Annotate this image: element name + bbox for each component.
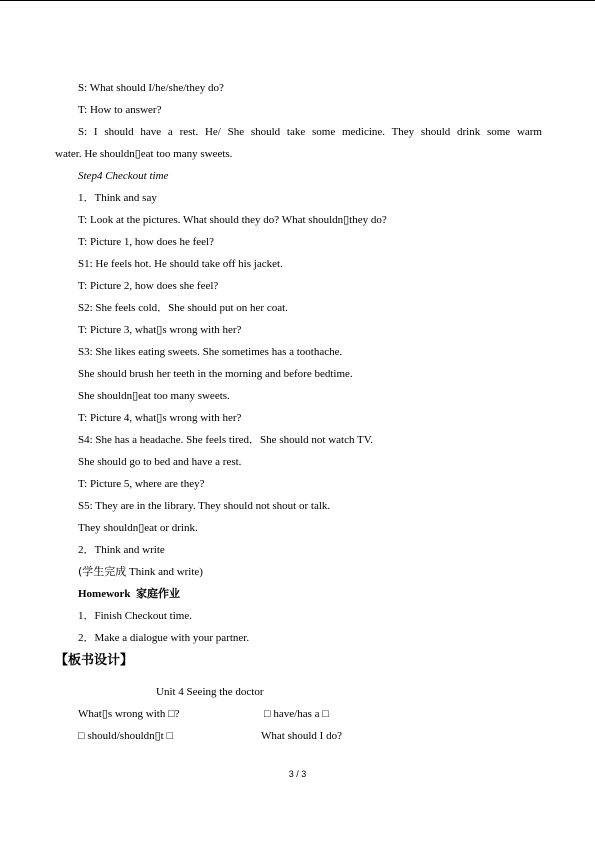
board-left-1: What▯s wrong with □? <box>78 708 180 720</box>
text-line: She should go to bed and have a rest. <box>78 456 242 468</box>
text-line: T: Picture 1, how does he feel? <box>78 236 214 248</box>
text-line: S: What should I/he/she/they do? <box>78 82 224 94</box>
text-line: S2: She feels cold．She should put on her coat. <box>78 302 288 314</box>
text-line: S4: She has a headache. She feels tired．She should not watch TV. <box>78 434 374 446</box>
board-right-1: □ have/has a □ <box>264 708 329 720</box>
text-line: T: Picture 4, what▯s wrong with her? <box>78 412 242 424</box>
homework-cn: 家庭作业 <box>136 587 181 600</box>
text-line: T: Picture 3, what▯s wrong with her? <box>78 324 242 336</box>
text-line: S: I should have a rest. He/ She should take some medicine. They should drink some warm <box>78 126 542 138</box>
board-left-2: □ should/shouldn▯t □ <box>78 730 174 742</box>
text-line: 1．Finish Checkout time. <box>78 610 192 622</box>
text-line <box>78 565 203 579</box>
text-line: T: Picture 5, where are they? <box>78 478 205 490</box>
text-line: S5: They are in the library. They should not shout or talk. <box>78 500 331 512</box>
board-title: Unit 4 Seeing the doctor <box>156 686 264 698</box>
text-line: T: Picture 2, how does she feel? <box>78 280 219 292</box>
text-line: She shouldn▯eat too many sweets. <box>78 390 230 402</box>
text-line: 1．Think and say <box>78 192 157 204</box>
text-line: 2．Think and write <box>78 544 165 556</box>
text-line: T: Look at the pictures. What should they do? What shouldn▯they do? <box>78 214 387 226</box>
text-line: 2．Make a dialogue with your partner. <box>78 632 250 644</box>
text-en: Think and write) <box>126 566 203 578</box>
text-line: S3: She likes eating sweets. She sometimes has a toothache. <box>78 346 343 358</box>
text-line: She should brush her teeth in the morning and before bedtime. <box>78 368 353 380</box>
text-line: water. He shouldn▯eat too many sweets. <box>55 148 233 160</box>
text-line: T: How to answer? <box>78 104 162 116</box>
text-line: They shouldn▯eat or drink. <box>78 522 198 534</box>
board-design-heading: 【板书设计】 <box>55 653 134 668</box>
text-line: S1: He feels hot. He should take off his jacket. <box>78 258 283 270</box>
homework-en: Homework <box>78 588 131 600</box>
page-number: 3 / 3 <box>288 769 307 779</box>
top-rule <box>0 0 595 1</box>
homework-title <box>78 587 180 601</box>
text-cn: (学生完成 <box>78 565 127 578</box>
section-title: Step4 Checkout time <box>78 170 169 182</box>
board-right-2: What should I do? <box>261 730 342 742</box>
